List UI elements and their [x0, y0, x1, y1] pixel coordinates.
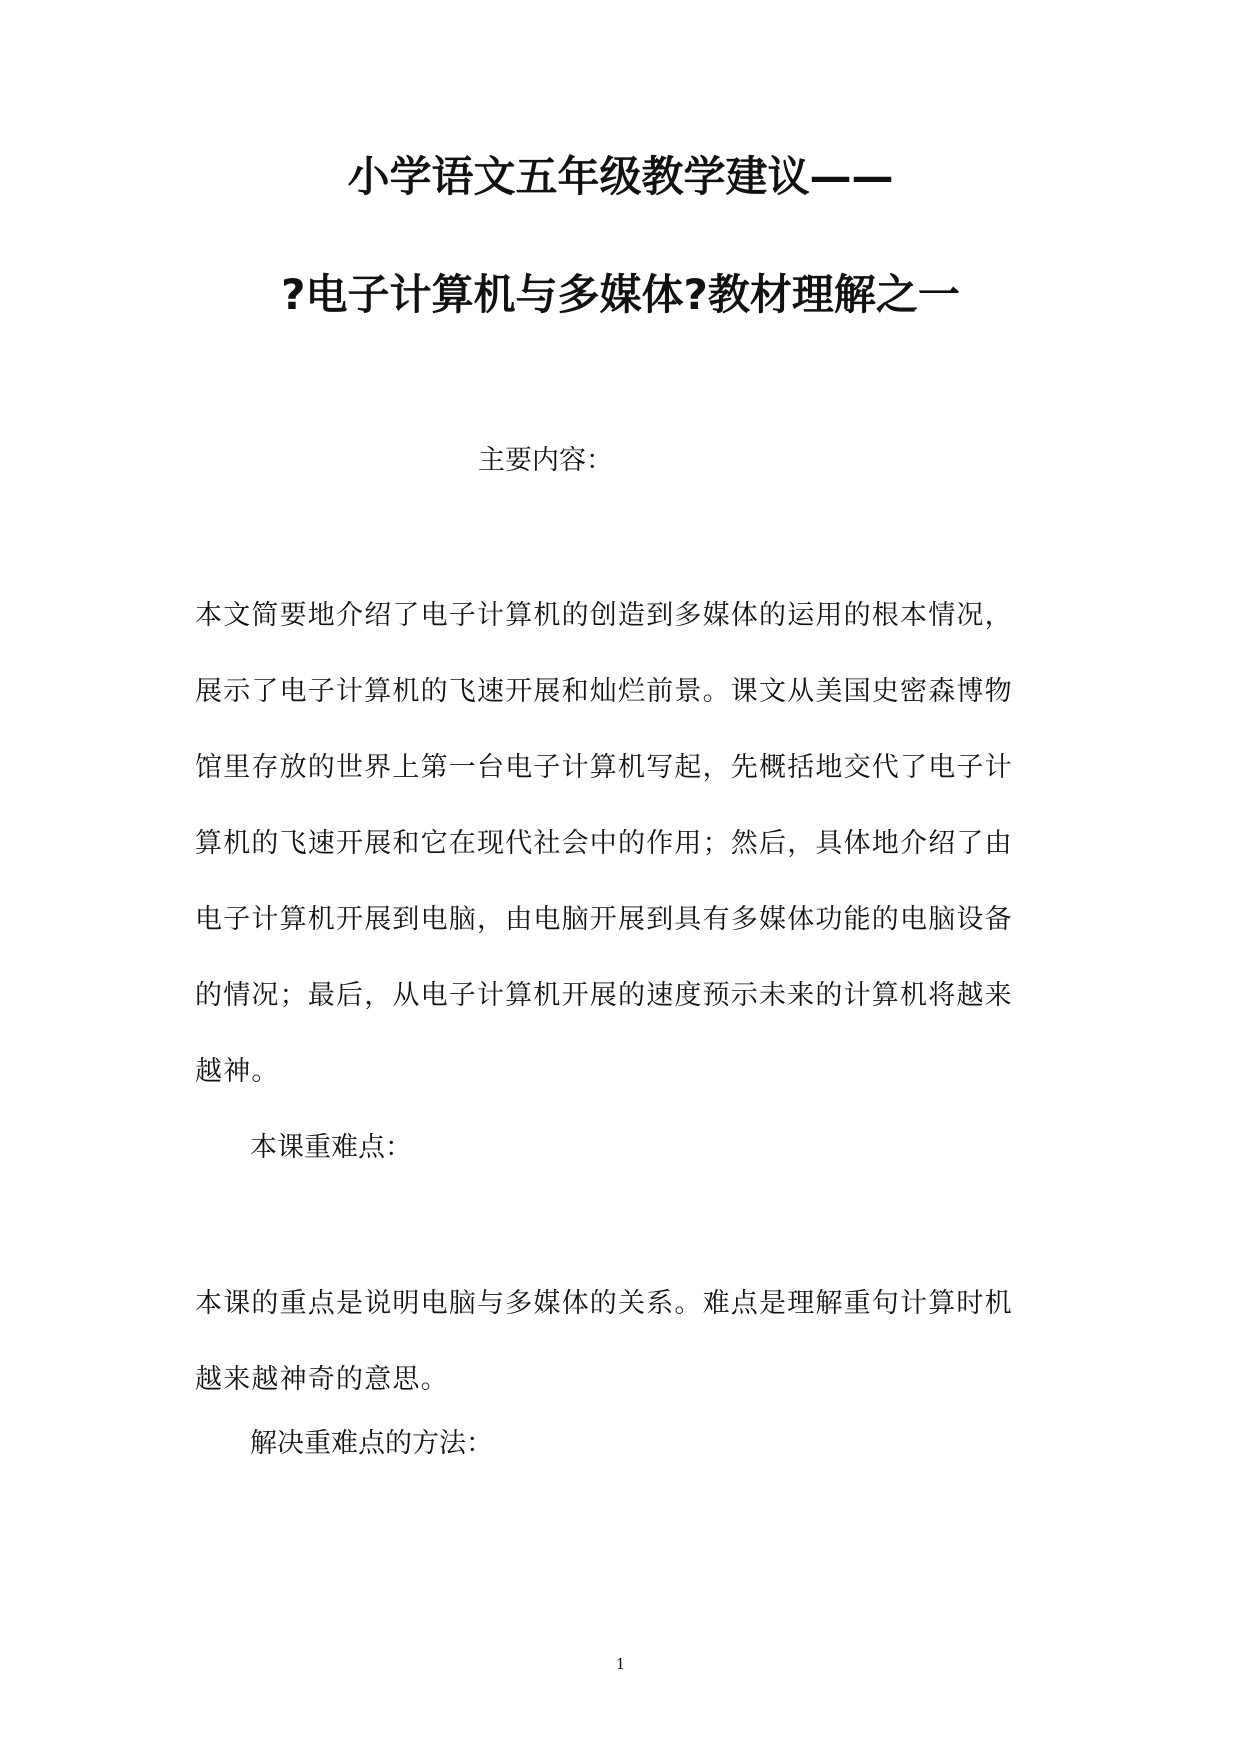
key-points-paragraph: [195, 1286, 1045, 1438]
method-heading: 解决重难点的方法：: [250, 1428, 493, 1459]
paragraph-line: 的情况；最后，从电子计算机开展的速度预示未来的计算机将越来: [195, 980, 1013, 1011]
paragraph-line: 展示了电子计算机的飞速开展和灿烂前景。课文从美国史密森博物: [195, 676, 1013, 707]
paragraph-line: 馆里存放的世界上第一台电子计算机写起，先概括地交代了电子计: [195, 752, 1013, 783]
paragraph-line: 本文简要地介绍了电子计算机的创造到多媒体的运用的根本情况，: [195, 600, 1013, 631]
paragraph-line: 越来越神奇的意思。: [195, 1364, 449, 1395]
page-number: 1: [615, 1655, 626, 1673]
paragraph-line: 算机的飞速开展和它在现代社会中的作用；然后，具体地介绍了由: [195, 828, 1013, 859]
paragraph-line: 电子计算机开展到电脑，由电脑开展到具有多媒体功能的电脑设备: [195, 904, 1013, 935]
main-content-heading: 主要内容：: [478, 445, 613, 476]
document-title-line-1: 小学语文五年级教学建议——: [347, 152, 894, 201]
paragraph-line: 本课的重点是说明电脑与多媒体的关系。难点是理解重句计算时机: [195, 1288, 1013, 1319]
summary-paragraph: [195, 598, 1045, 1130]
paragraph-line: 越神。: [195, 1056, 280, 1087]
document-title-line-2: ?电子计算机与多媒体?教材理解之一: [281, 270, 960, 319]
key-points-heading: 本课重难点：: [250, 1132, 412, 1163]
